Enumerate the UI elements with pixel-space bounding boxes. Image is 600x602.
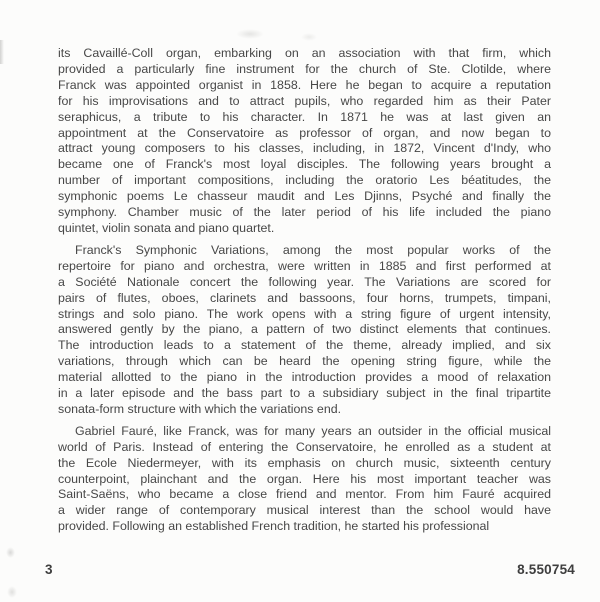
text-line: the Ecole Niedermeyer, with its emphasis on church music, sixteenth century — [58, 455, 551, 470]
text-line: sonata-form structure with which the variations end. — [58, 401, 342, 416]
text-line: appointment at the Conservatoire as professor of organ, and now began to — [58, 125, 551, 140]
text-line: Franck was appointed organist in 1858. Here he began to acquire a reputation — [58, 77, 551, 92]
scan-edge-mark — [0, 40, 4, 64]
text-line: symphony. Chamber music of the later period of his life included the piano — [58, 205, 551, 220]
text-line: answered gently by the piano, a pattern of two distinct elements that continues. — [58, 322, 551, 337]
text-line: symphonic poems Le chasseur maudit and Les Djinns, Psyché and finally the — [58, 189, 551, 204]
paragraph — [58, 243, 551, 418]
page-number: 3 — [45, 562, 53, 577]
text-line: repertoire for piano and orchestra, were written in 1885 and first performed at — [58, 258, 551, 273]
text-line: quintet, violin sonata and piano quartet. — [58, 220, 275, 235]
text-line: variations, through which can be heard the opening string figure, while the — [58, 354, 551, 369]
text-line: for his improvisations and to attract pupils, who regarded him as their Pater — [58, 93, 551, 108]
liner-notes-text — [58, 46, 551, 535]
text-line: material allotted to the piano in the introduction provides a mood of relaxation — [58, 370, 551, 385]
text-line: in a later episode and the bass part to a subsidiary subject in the final tripartite — [58, 386, 551, 401]
text-line: number of important compositions, including the oratorio Les béatitudes, the — [58, 173, 551, 188]
text-line: its Cavaillé-Coll organ, embarking on an association with that firm, which — [58, 46, 551, 60]
scan-edge-mark — [6, 547, 15, 558]
paragraph — [58, 424, 551, 535]
paragraph — [58, 46, 551, 237]
text-line: seraphicus, a tribute to his character. In 1871 he was at last given an — [58, 109, 551, 124]
scan-edge-mark — [7, 586, 17, 598]
text-line: world of Paris. Instead of entering the Conservatoire, he enrolled as a student at — [58, 439, 551, 454]
text-line: became one of Franck's most loyal disciples. The following years brought a — [58, 157, 551, 172]
catalog-number: 8.550754 — [517, 562, 575, 577]
text-line: a wider range of contemporary musical interest than the school would have — [58, 503, 551, 518]
text-line: provided a particularly fine instrument for the church of Ste. Clotilde, where — [58, 61, 551, 76]
scan-smudge — [236, 29, 264, 39]
text-line: The introduction leads to a statement of the theme, already implied, and six — [58, 338, 551, 353]
text-line: Saint-Saëns, who became a close friend and mentor. From him Fauré acquired — [58, 487, 551, 502]
page-footer — [45, 562, 575, 577]
text-line: a Société Nationale concert the following year. The Variations are scored for — [58, 274, 551, 289]
text-line: attract young composers to his classes, including, in 1872, Vincent d'Indy, who — [58, 141, 551, 156]
text-line: Franck's Symphonic Variations, among the most popular works of the — [75, 242, 551, 257]
text-line: pairs of flutes, oboes, clarinets and bassoons, four horns, trumpets, timpani, — [58, 290, 551, 305]
scan-smudge — [301, 33, 317, 41]
text-line: Gabriel Fauré, like Franck, was for many years an outsider in the official musical — [75, 423, 551, 438]
text-line: counterpoint, plainchant and the organ. Here his most important teacher was — [58, 471, 551, 486]
text-line: strings and solo piano. The work opens with a string figure of urgent intensity, — [58, 306, 551, 321]
text-line: provided. Following an established French tradition, he started his professional — [58, 519, 490, 534]
